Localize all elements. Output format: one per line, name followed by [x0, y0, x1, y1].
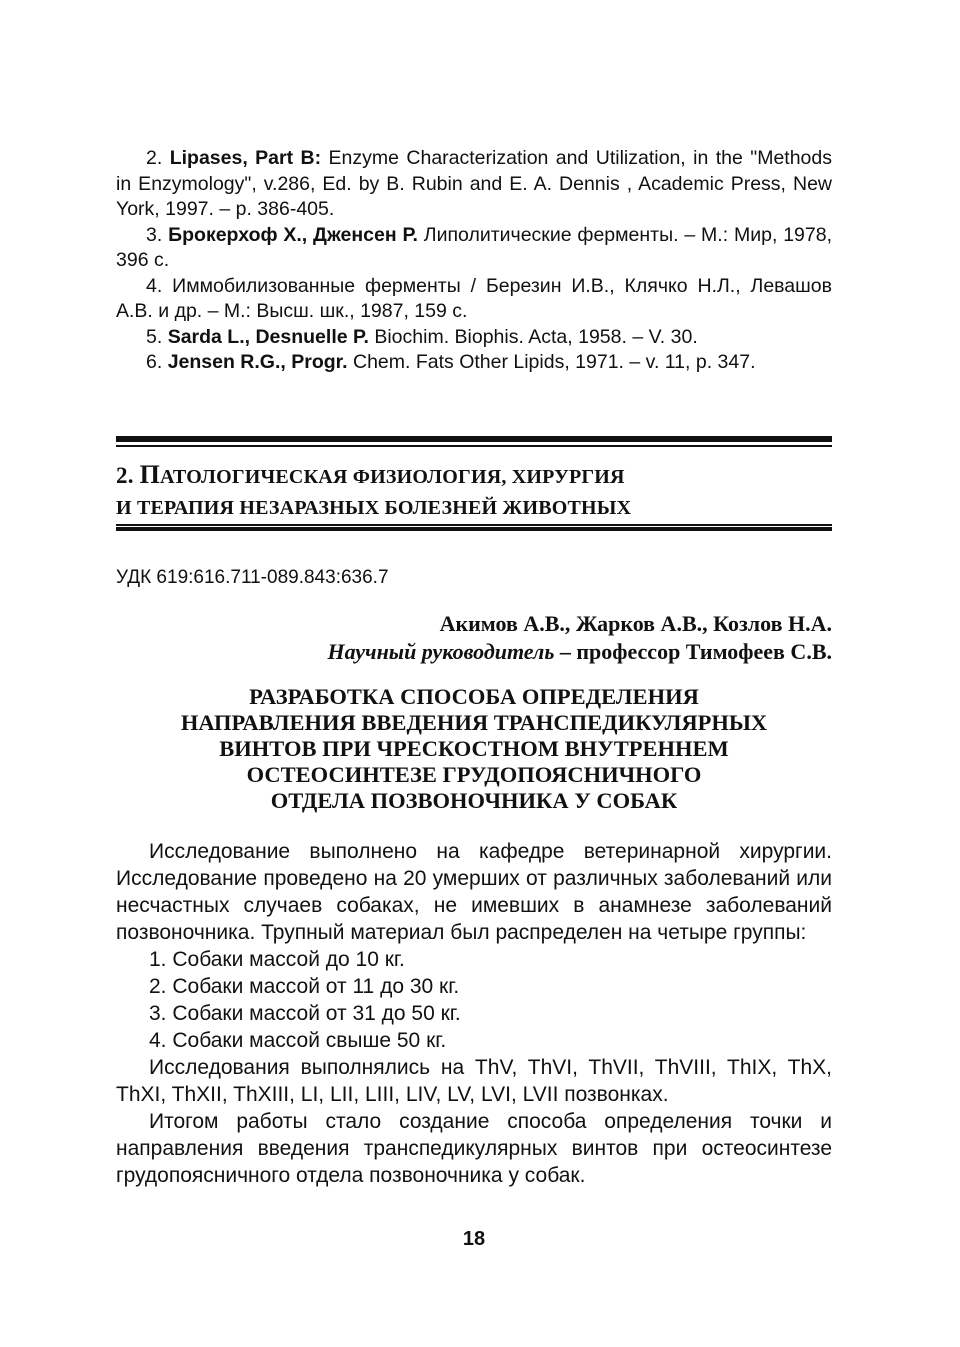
reference-details: Липолитические ферменты. – М.: Мир, 1978, 396 с.	[116, 223, 833, 271]
section-heading-line1: 2. ПАТОЛОГИЧЕСКАЯ ФИЗИОЛОГИЯ, ХИРУРГИЯ	[116, 460, 625, 489]
article-authors	[327, 610, 832, 666]
reference-authors: Lipases, Part B:	[169, 147, 322, 169]
reference-item	[116, 325, 832, 351]
body-paragraph-conclusion: Итогом работы стало создание способа определения точки и направления введения транспедикулярных винтов при остеосинтезе грудопоясничного отдела позвоночника у собак.	[116, 1110, 832, 1187]
section-rule-bottom	[116, 524, 832, 531]
article-title	[116, 684, 832, 814]
title-line: ВИНТОВ ПРИ ЧРЕСКОСТНОМ ВНУТРЕННЕМ	[219, 736, 729, 761]
reference-item	[116, 146, 832, 223]
title-line: ОСТЕОСИНТЕЗЕ ГРУДОПОЯСНИЧНОГО	[246, 762, 702, 787]
group-item: 2. Собаки массой от 11 до 30 кг.	[149, 975, 460, 998]
reference-number: 6.	[146, 351, 163, 373]
article-body	[116, 838, 832, 1189]
udk-code: УДК 619:616.711-089.843:636.7	[116, 567, 389, 588]
group-item: 3. Собаки массой от 31 до 50 кг.	[149, 1002, 461, 1025]
body-paragraph-vertebrae: Исследования выполнялись на ThV, ThVI, ThVII, ThVIII, ThIX, ThX, ThXI, ThXII, ThXIII, LI, LII, LIII, LIV, LV, LVI, LVII позвонках.	[116, 1056, 832, 1106]
document-page	[116, 0, 832, 1347]
page-number: 18	[462, 1228, 486, 1250]
reference-item	[116, 223, 832, 274]
reference-number: 2.	[146, 147, 163, 169]
group-item: 4. Собаки массой свыше 50 кг.	[149, 1029, 447, 1052]
title-line: ОТДЕЛА ПОЗВОНОЧНИКА У СОБАК	[270, 788, 678, 813]
reference-number: 5.	[146, 325, 163, 348]
reference-details: Chem. Fats Other Lipids, 1971. – v. 11, p. 347.	[347, 351, 756, 373]
reference-item	[116, 274, 832, 325]
reference-details: Enzyme Characterization and Utilization, in the "Methods in Enzymology", v.286, Ed. by B. Rubin and E. A. Dennis , Academic Press, New York, 1997. – p. 386-405.	[116, 147, 832, 220]
title-line: РАЗРАБОТКА СПОСОБА ОПРЕДЕЛЕНИЯ	[249, 684, 699, 709]
reference-list	[116, 146, 832, 376]
reference-item	[116, 350, 832, 376]
section-rule-top	[116, 436, 832, 447]
section-heading	[116, 460, 832, 523]
reference-authors: Jensen R.G., Progr.	[167, 351, 348, 373]
group-item: 1. Собаки массой до 10 кг.	[149, 948, 405, 971]
reference-details: Иммобилизованные ферменты / Березин И.В., Клячко Н.Л., Левашов А.В. и др. – М.: Высш. шк., 1987, 159 с.	[116, 274, 832, 322]
body-paragraph-intro: Исследование выполнено на кафедре ветеринарной хирургии. Исследование проведено на 20 умерших от различных заболеваний или несчастных случаев собаках, не имевших в анамнезе заболеваний позвоночника. Трупный материал был распределен на четыре группы:	[116, 840, 832, 944]
title-line: НАПРАВЛЕНИЯ ВВЕДЕНИЯ ТРАНСПЕДИКУЛЯРНЫХ	[180, 710, 768, 735]
reference-number: 4.	[146, 274, 163, 297]
section-heading-line2: И ТЕРАПИЯ НЕЗАРАЗНЫХ БОЛЕЗНЕЙ ЖИВОТНЫХ	[116, 497, 632, 519]
reference-authors: Sarda L., Desnuelle P.	[167, 325, 369, 348]
reference-number: 3.	[146, 223, 163, 246]
reference-details: Biochim. Biophis. Acta, 1958. – V. 30.	[368, 325, 698, 348]
author-names: Акимов А.В., Жарков А.В., Козлов Н.А.	[439, 611, 832, 636]
section-number: 2.	[116, 463, 134, 488]
scientific-advisor: Научный руководитель – профессор Тимофеев С.В.	[327, 639, 832, 664]
reference-authors: Брокерхоф Х., Дженсен Р.	[168, 223, 418, 246]
